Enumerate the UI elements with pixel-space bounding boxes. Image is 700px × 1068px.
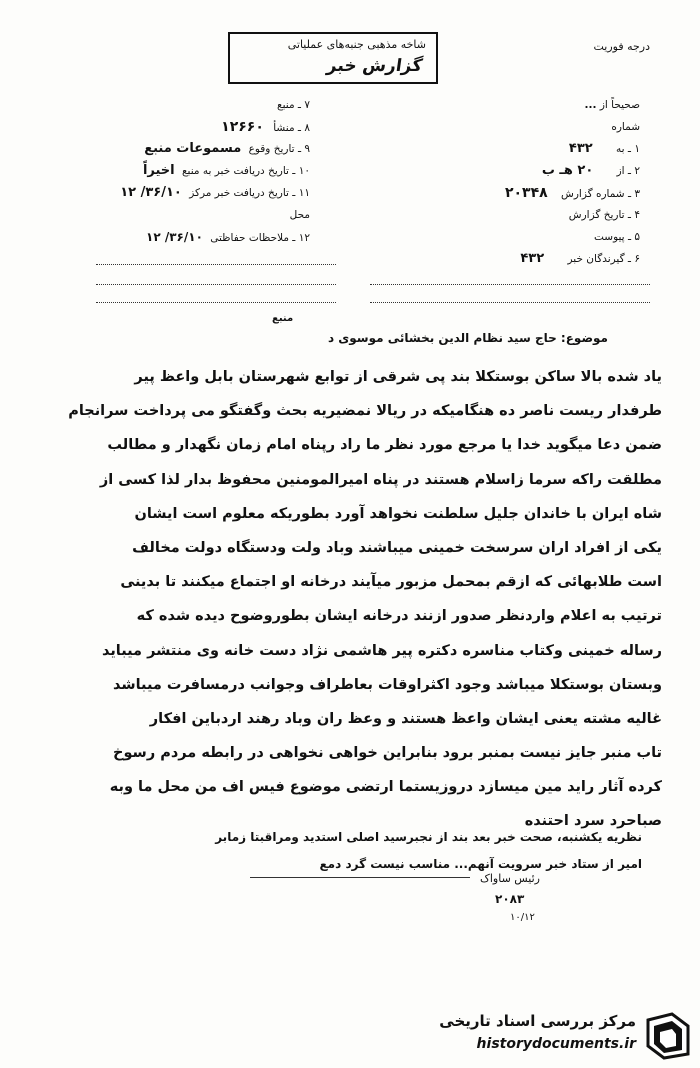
left-fields — [70, 94, 310, 248]
dotted-line — [96, 284, 336, 285]
closing-line: امیر از ستاد خبر سرویت آنهم... مناسب نیست گرد دمع — [319, 857, 642, 871]
field-label: ۹ ـ تاریخ وقوع — [248, 143, 310, 155]
field-value: مسموعات منبع — [144, 141, 242, 156]
field-row — [370, 182, 640, 204]
urgency-label: درجه فوریت — [593, 40, 650, 53]
field-label: ۷ ـ منبع — [277, 99, 310, 111]
field-row — [370, 138, 640, 160]
stamp-line-1: شاخه مذهبی جنبه‌های عملیاتی — [287, 38, 426, 51]
field-label: صحیحاً از — [599, 99, 640, 111]
field-label: محل — [289, 209, 310, 221]
field-row — [370, 160, 640, 182]
field-row — [70, 160, 310, 182]
field-label: ۶ ـ گیرندگان خبر — [567, 253, 640, 265]
dotted-line — [370, 284, 650, 285]
field-row — [70, 226, 310, 248]
field-label: ۲ ـ از — [616, 165, 640, 177]
field-value: ... — [584, 99, 597, 111]
signature-title: رئیس ساواک — [480, 872, 540, 885]
field-row — [370, 94, 640, 116]
dotted-line — [370, 302, 650, 303]
body-line: یاد شده بالا ساکن بوستکلا بند پی شرقی از توابع شهرستان بابل واعظ پیر — [134, 369, 662, 385]
closing-remarks — [42, 824, 642, 878]
subject-line: موضوع: حاج سید نظام الدین بخشائی موسوی د — [327, 331, 608, 345]
body-line: طرفدار ریست ناصر ده هنگامیکه در ریالا نمضیریه بحث وگفتگو می پرداخت سرانجام — [68, 403, 662, 420]
body-line: تاب منبر جایز نیست بمنبر برود بنابراین خواهی نخواهی در رابطه مردم رسوخ — [113, 745, 662, 762]
field-label: ۸ ـ منشأ — [273, 122, 310, 134]
field-value: ۱۲۶۶۰ — [221, 119, 264, 135]
field-label: شماره — [611, 121, 640, 133]
field-row — [70, 182, 310, 204]
stamp-line-2: گزارش خبر — [325, 56, 424, 76]
field-row — [70, 138, 310, 160]
field-value: ۳۶/۱۰/ ۱۲ — [146, 230, 203, 244]
archive-watermark — [412, 1010, 698, 1062]
watermark-title: مرکز بررسی اسناد تاریخی — [439, 1012, 636, 1030]
watermark-url: historydocuments.ir — [476, 1036, 636, 1052]
body-line: شاه ایران با خاندان جلیل سلطنت نخواهد آورد بطوریکه معلوم است ایشان — [134, 505, 662, 522]
dotted-line — [96, 264, 336, 265]
field-row — [70, 204, 310, 226]
field-label: ۴ ـ تاریخ گزارش — [568, 209, 640, 221]
field-value: ۲۰۳۴۸ — [504, 185, 548, 201]
field-label: ۱۱ ـ تاریخ دریافت خبر مرکز — [189, 187, 310, 199]
field-value: ۲۰ هـ ب — [541, 163, 594, 178]
field-value: ۳۶/۱۰/ ۱۲ — [120, 185, 182, 200]
field-label: ۱۲ ـ ملاحظات حفاظتی — [210, 232, 310, 244]
body-line: یکی از افراد اران سرسخت خمینی میباشند وباد ولت ودستگاه دولت مخالف — [132, 539, 662, 556]
report-body — [32, 360, 662, 839]
dotted-line — [96, 302, 336, 303]
closing-line: نظریه یکشنبه، صحت خبر بعد بند از نجبرسید اصلی استدید ومراقبتا زمابر — [215, 830, 642, 844]
right-fields — [370, 94, 640, 270]
signature-number: ۲۰۸۳ — [495, 892, 525, 906]
body-line: وبستان بوستکلا میباشد وجود اکثراوقات بعاطراف وجوانب درمسافرت میباشد — [112, 676, 662, 693]
signature-date: ۱۰/۱۲ — [510, 912, 535, 923]
field-row — [370, 248, 640, 270]
body-line: غالیه مشته یعنی ایشان واعظ هستند و وعظ ران وباد رهند اردباین افکار — [149, 710, 662, 727]
field-row — [370, 116, 640, 138]
field-value: ۴۳۲ — [520, 251, 545, 266]
field-row — [70, 94, 310, 116]
field-value: اخیراً — [142, 163, 175, 178]
body-line: ضمن دعا میگوید خدا یا مرجع مورد نظر ما راد رپناه امام زمان نگهدار و مطالب — [107, 437, 662, 454]
field-label: ۳ ـ شماره گزارش — [561, 188, 640, 200]
field-label: ۵ ـ پیوست — [593, 231, 640, 243]
field-row — [70, 116, 310, 138]
archive-logo-icon — [642, 1010, 694, 1062]
underline — [250, 877, 470, 878]
body-line: صباحرد سرد احتنده — [524, 813, 662, 830]
field-value: ۴۳۲ — [568, 141, 593, 156]
subject-note: منبع — [272, 313, 294, 324]
field-row — [370, 226, 640, 248]
body-line: کرده آثار راید مین میسازد دروزیستما ارتضی موضوع فیس اف من محل ما وبه — [109, 779, 662, 796]
body-line: است طلابهائی که ازقم بمحمل مزبور میآیند درخانه او اجتماع میکنند تا بدینی — [120, 574, 662, 591]
field-label: ۱ ـ به — [616, 143, 640, 155]
field-row — [370, 204, 640, 226]
report-type-stamp — [228, 32, 438, 84]
body-line: مطلقت راکه سرما زاسلام هستند در پناه امیرالمومنین محفوظ بدار لذا کسی از — [99, 471, 662, 488]
body-line: ترتیب به اعلام واردنظر صدور ازنند درخانه ایشان بطوروضوح دیده شده که — [136, 608, 662, 625]
field-label: ۱۰ ـ تاریخ دریافت خبر به منبع — [181, 165, 310, 177]
body-line: رساله خمینی وکتاب مناسره دکتره پیر هاشمی نژاد دست خانه وی منتشر میباید — [101, 642, 662, 659]
